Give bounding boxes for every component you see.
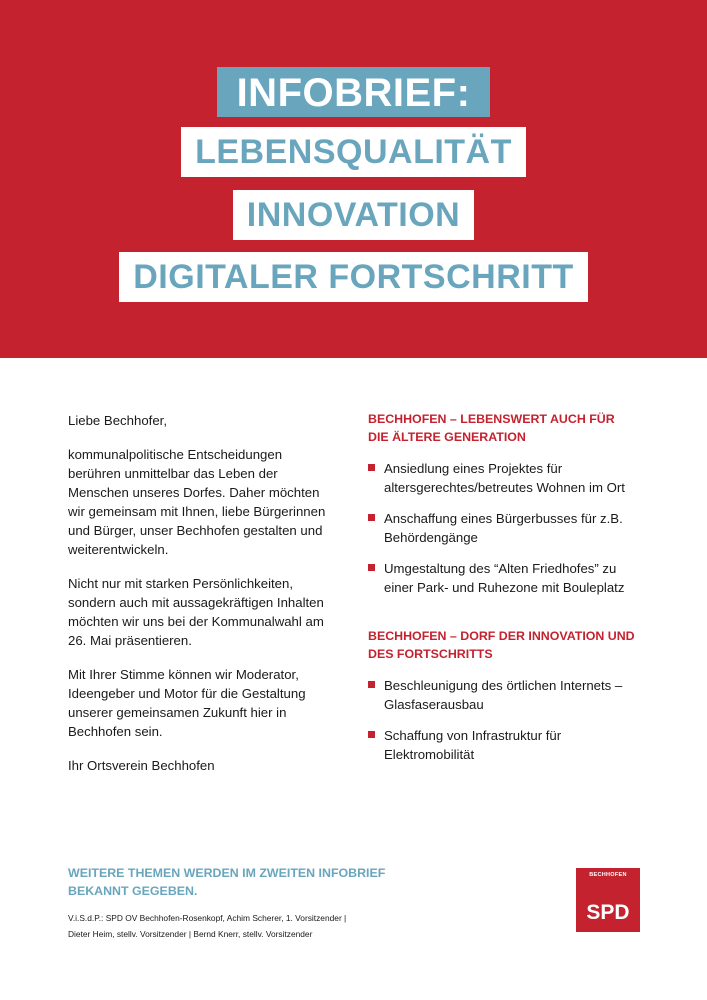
- imprint-line: V.i.S.d.P.: SPD OV Bechhofen-Rosenkopf, Achim Scherer, 1. Vorsitzender |: [68, 913, 347, 923]
- spd-logo: [576, 868, 640, 932]
- header-banner: [0, 0, 707, 358]
- bullet-square-icon: [368, 464, 375, 471]
- letter-paragraph: Mit Ihrer Stimme können wir Moderator, Ideengeber und Motor für die Gestaltung unserer gemeinsamen Zukunft hier in Bechhofen sein.: [68, 667, 306, 739]
- logo-location-text: BECHHOFEN: [589, 872, 627, 878]
- bullet-square-icon: [368, 514, 375, 521]
- bullet-square-icon: [368, 731, 375, 738]
- topics-column: [368, 410, 638, 776]
- letter-closing: Ihr Ortsverein Bechhofen: [68, 758, 215, 773]
- letter-text: [68, 411, 333, 790]
- letter-salutation: Liebe Bechhofer,: [68, 413, 167, 428]
- letter-paragraph: Nicht nur mit starken Persönlichkeiten, sondern auch mit aussagekräftigen Inhalten möchten wir uns bei der Kommunalwahl am 26. Mai präsentieren.: [68, 576, 324, 648]
- section-title: BECHHOFEN – DORF DER INNOVATION UND DES FORTSCHRITTS: [368, 629, 635, 661]
- list-item: Ansiedlung eines Projektes für altersgerechtes/betreutes Wohnen im Ort: [368, 459, 638, 497]
- section-innovation: [368, 627, 638, 764]
- footer-note: WEITERE THEMEN WERDEN IM ZWEITEN INFOBRIEF BEKANNT GEGEBEN.: [68, 866, 386, 898]
- headline-innovation: INNOVATION: [0, 190, 707, 240]
- imprint: [68, 910, 388, 942]
- bullet-list: [368, 459, 638, 597]
- logo-spd-text: SPD: [586, 901, 630, 924]
- headline-lebensqualitaet: LEBENSQUALITÄT: [0, 127, 707, 177]
- imprint-line: Dieter Heim, stellv. Vorsitzender | Bernd Knerr, stellv. Vorsitzender: [68, 929, 313, 939]
- bullet-square-icon: [368, 564, 375, 571]
- list-item: Anschaffung eines Bürgerbusses für z.B. Behördengänge: [368, 509, 638, 547]
- headline-digitaler-fortschritt: DIGITALER FORTSCHRITT: [0, 252, 707, 302]
- list-item: Umgestaltung des “Alten Friedhofes” zu einer Park- und Ruhezone mit Bouleplatz: [368, 559, 638, 597]
- list-item: Beschleunigung des örtlichen Internets – Glasfaserausbau: [368, 676, 638, 714]
- section-senior-generation: [368, 410, 638, 597]
- list-item: Schaffung von Infrastruktur für Elektromobilität: [368, 726, 638, 764]
- bullet-square-icon: [368, 681, 375, 688]
- section-title: BECHHOFEN – LEBENSWERT AUCH FÜR DIE ÄLTERE GENERATION: [368, 412, 615, 444]
- headline-infobrief: INFOBRIEF:: [0, 67, 707, 117]
- letter-paragraph: kommunalpolitische Entscheidungen berühren unmittelbar das Leben der Menschen unseres Dorfes. Daher möchten wir gemeinsam mit Ihnen, liebe Bürgerinnen und Bürger, unser Bechhofen gestalten und weiterentwickeln.: [68, 447, 326, 557]
- bullet-list: [368, 676, 638, 764]
